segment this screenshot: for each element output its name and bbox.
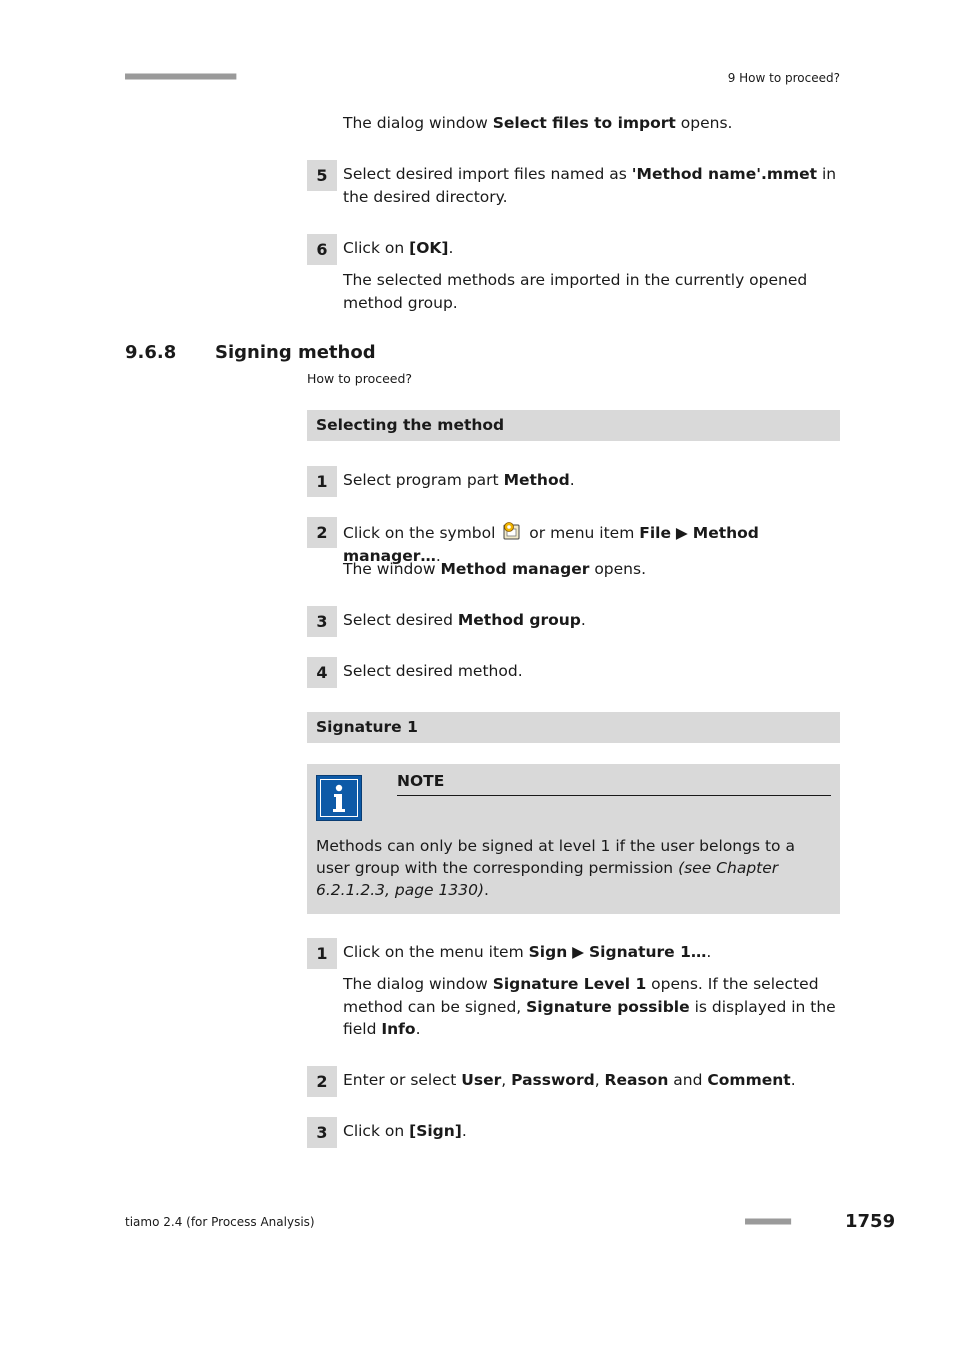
- step-number: 3: [307, 1117, 337, 1148]
- step-text: Select desired import files named as 'Method name'.mmet in the desired directory.: [343, 165, 837, 206]
- step-text: Enter or select User, Password, Reason and Comment.: [343, 1071, 796, 1089]
- step-number: 3: [307, 606, 337, 637]
- info-icon: [316, 775, 362, 821]
- step-number: 1: [307, 466, 337, 497]
- section-number: 9.6.8: [125, 342, 177, 363]
- step-number: 1: [307, 938, 337, 969]
- section-subtitle: How to proceed?: [307, 371, 413, 386]
- note-divider: [397, 795, 831, 796]
- step-text: Click on [OK].: [343, 239, 454, 257]
- step-number: 6: [307, 234, 337, 265]
- step-result: The window Method manager opens.: [343, 560, 647, 578]
- step-result: The selected methods are imported in the currently opened method group.: [343, 271, 808, 312]
- note-box: [307, 764, 840, 914]
- step-text: Select desired Method group.: [343, 611, 586, 629]
- step-number: 2: [307, 517, 337, 548]
- footer-marks: ■■■■■■■■■: [745, 1216, 791, 1227]
- section-title: Signing method: [215, 342, 376, 363]
- subsection-band: Selecting the method: [307, 410, 840, 441]
- step-number: 4: [307, 657, 337, 688]
- note-title: NOTE: [397, 772, 445, 790]
- step-text: Click on the menu item Sign ▶ Signature 1….: [343, 943, 712, 961]
- footer-product: tiamo 2.4 (for Process Analysis): [125, 1215, 315, 1229]
- page-number: 1759: [845, 1211, 896, 1232]
- intro-text: The dialog window Select files to import opens.: [343, 114, 733, 132]
- method-manager-icon: [502, 522, 522, 540]
- step-text: Click on [Sign].: [343, 1122, 467, 1140]
- step-text: Select desired method.: [343, 662, 523, 680]
- header-marks: ■■■■■■■■■■■■■■■■■■■■■■: [125, 71, 236, 82]
- step-result: The dialog window Signature Level 1 opens. If the selected method can be signed, Signature possible is displayed in the field Info.: [343, 975, 836, 1038]
- step-number: 2: [307, 1066, 337, 1097]
- subsection-band: Signature 1: [307, 712, 840, 743]
- step-text: Select program part Method.: [343, 471, 575, 489]
- header-chapter: 9 How to proceed?: [727, 71, 840, 85]
- note-text: Methods can only be signed at level 1 if the user belongs to a user group with the corresponding permission (see Chapter 6.2.1.2.3, page 1330).: [316, 837, 795, 899]
- step-text: Click on the symbol or menu item File ▶ Method manager….: [343, 524, 759, 565]
- step-number: 5: [307, 160, 337, 191]
- chapter-reference[interactable]: (see Chapter 6.2.1.2.3, page 1330): [316, 859, 779, 899]
